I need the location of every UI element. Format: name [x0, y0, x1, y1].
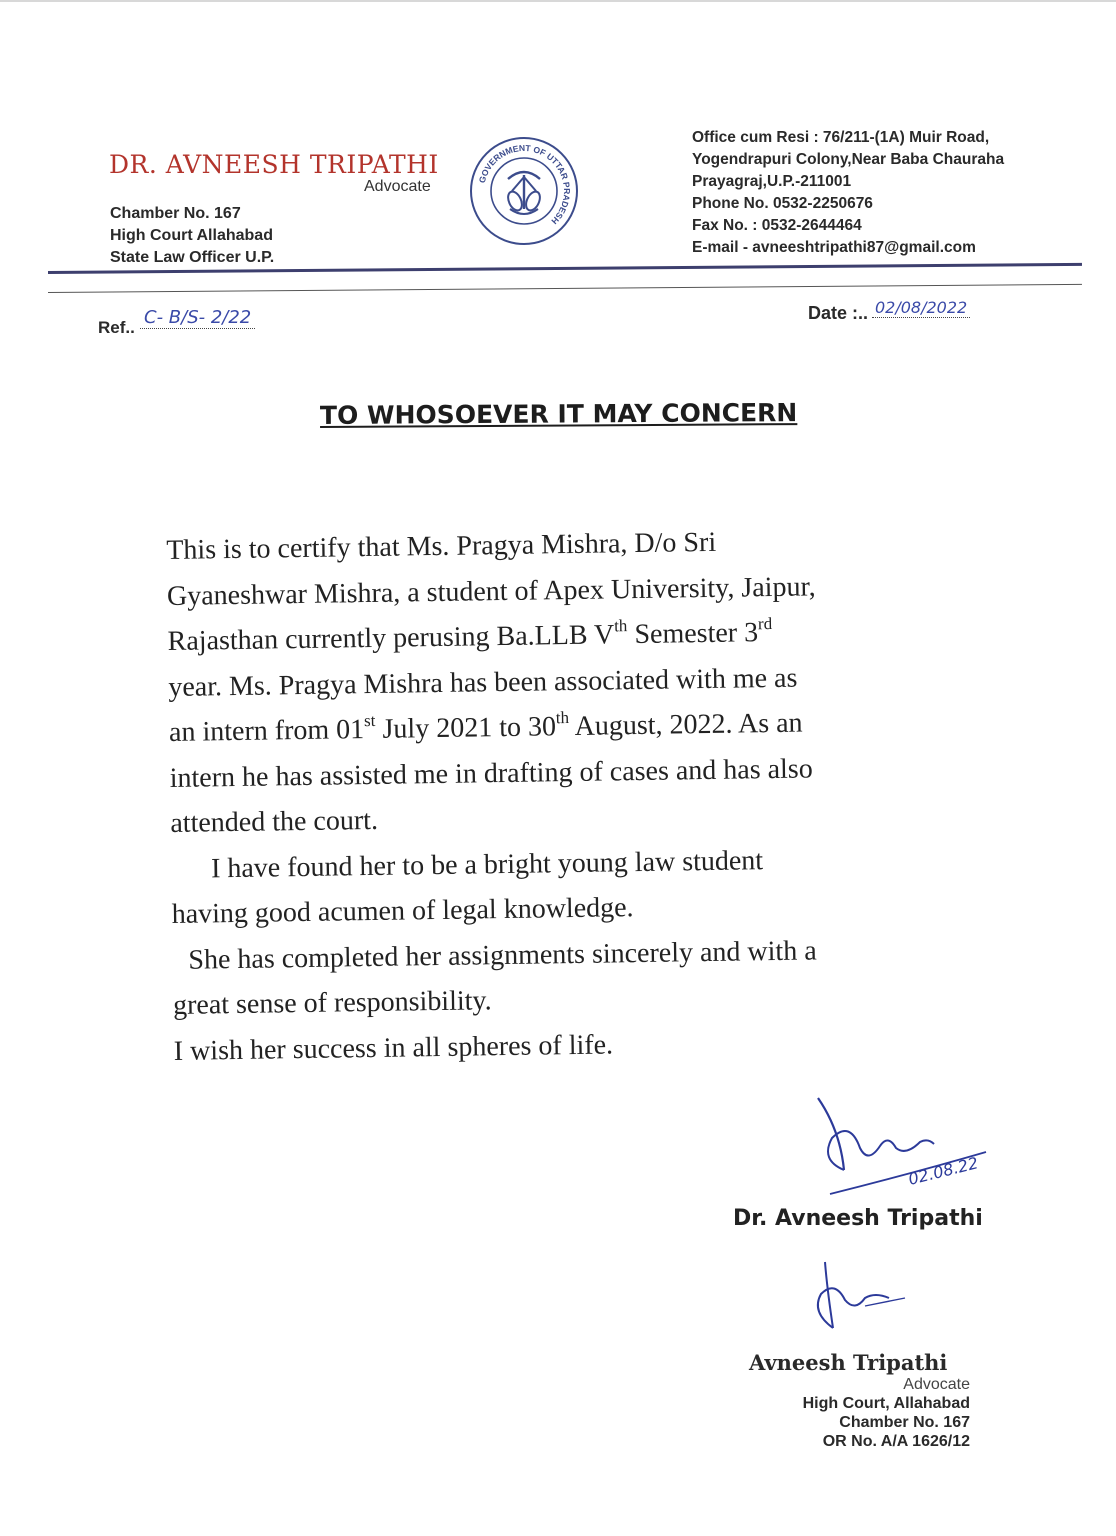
- letterhead-divider-thin: [48, 284, 1082, 293]
- handwritten-initials-icon: [805, 1258, 915, 1338]
- body-line: She has completed her assignments sincerely and with a: [188, 934, 817, 976]
- stamp-line: High Court, Allahabad: [802, 1395, 970, 1412]
- body-line: I wish her success in all spheres of life.: [173, 1028, 614, 1067]
- chamber-line: High Court Allahabad: [110, 227, 273, 244]
- office-line: Phone No. 0532-2250676: [692, 195, 873, 212]
- paragraph-assignments: [172, 925, 1033, 1029]
- office-address: [692, 127, 1004, 259]
- stamp-line: OR No. A/A 1626/12: [822, 1433, 970, 1450]
- paragraph-assessment: [171, 834, 1032, 938]
- stamp-name: Avneesh Tripathi: [749, 1350, 948, 1375]
- office-line: Fax No. : 0532-2644464: [692, 217, 862, 234]
- scan-edge: [0, 0, 1116, 2]
- advocate-stamp: [750, 1375, 970, 1451]
- chamber-line: Chamber No. 167: [110, 205, 241, 222]
- body-line: This is to certify that Ms. Pragya Mishra, D/o Sri: [166, 526, 717, 566]
- office-line: E-mail - avneeshtripathi87@gmail.com: [692, 239, 976, 256]
- body-line: year. Ms. Pragya Mishra has been associated with me as: [168, 662, 798, 703]
- paragraph-certification: [166, 515, 1031, 846]
- office-line: Prayagraj,U.P.-211001: [692, 173, 852, 190]
- letterhead-title: Advocate: [364, 178, 431, 195]
- body-line: intern he has assisted me in drafting of cases and has also: [169, 752, 813, 794]
- body-line: having good acumen of legal knowledge.: [171, 892, 634, 930]
- signatory-name: Dr. Avneesh Tripathi: [733, 1206, 983, 1231]
- reference-number: C- B/S- 2/22: [140, 307, 255, 329]
- up-government-emblem-icon: [468, 135, 580, 247]
- body-line: I have found her to be a bright young law student: [210, 844, 764, 884]
- letterhead-name: DR. AVNEESH TRIPATHI: [109, 150, 439, 179]
- reference-label: Ref..: [98, 318, 135, 337]
- signature-date: 02.08.22: [906, 1153, 981, 1189]
- office-line: Office cum Resi : 76/211-(1A) Muir Road,: [692, 129, 990, 146]
- emblem-text: GOVERNMENT OF UTTAR PRADESH: [476, 142, 573, 227]
- letter-date: 02/08/2022: [872, 298, 970, 318]
- body-line: an intern from 01st July 2021 to 30th August, 2022. As an: [168, 707, 803, 748]
- letter-body: [166, 515, 1034, 1074]
- office-line: Yogendrapuri Colony,Near Baba Chauraha: [692, 151, 1005, 168]
- stamp-line: Chamber No. 167: [839, 1414, 970, 1431]
- body-line: great sense of responsibility.: [172, 985, 492, 1021]
- subject-heading: TO WHOSOEVER IT MAY CONCERN: [319, 398, 798, 430]
- body-line: Rajasthan currently perusing Ba.LLB Vth Semester 3rd: [167, 613, 773, 657]
- stamp-line: Advocate: [903, 1376, 970, 1393]
- date-label: Date :..: [808, 303, 869, 323]
- handwritten-signature-icon: [810, 1090, 1020, 1200]
- chamber-address: [110, 203, 274, 269]
- body-line: attended the court.: [170, 804, 379, 839]
- chamber-line: State Law Officer U.P.: [110, 249, 275, 266]
- body-line: Gyaneshwar Mishra, a student of Apex University, Jaipur,: [166, 570, 816, 612]
